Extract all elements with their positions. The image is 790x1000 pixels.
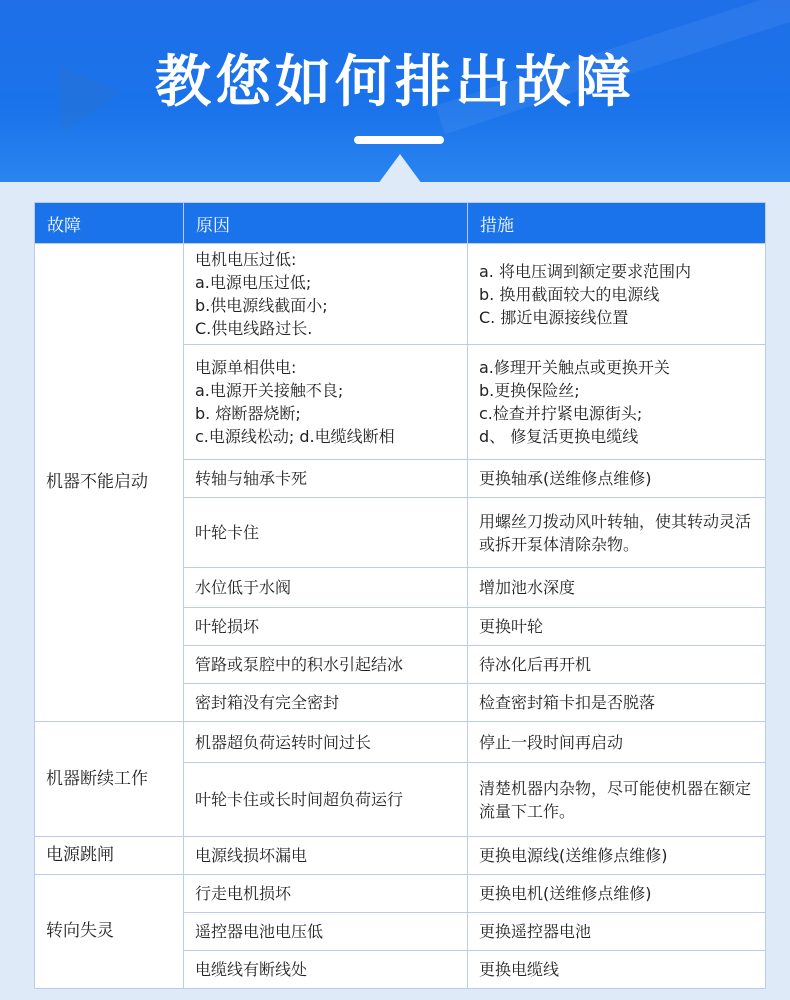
measure-line: c.检查并拧紧电源街头; <box>479 404 643 423</box>
title-underline <box>354 136 444 144</box>
cause-line: c.电源线松动; d.电缆线断相 <box>195 427 395 446</box>
measure-line: 更换轴承(送维修点维修) <box>479 469 652 488</box>
header-banner <box>0 0 790 182</box>
measure-line: a.修理开关触点或更换开关 <box>479 358 670 377</box>
header-cause: 原因 <box>184 203 468 244</box>
cause-line: a.电源电压过低; <box>195 273 312 292</box>
measure-cell <box>468 684 766 722</box>
measure-line: 更换电机(送维修点维修) <box>479 884 652 903</box>
cause-cell <box>184 951 468 989</box>
cause-line: C.供电线路过长. <box>195 319 313 338</box>
table-body <box>35 244 766 989</box>
troubleshooting-table <box>34 202 766 989</box>
cause-cell <box>184 244 468 345</box>
measure-cell <box>468 608 766 646</box>
measure-line: 更换遥控器电池 <box>479 922 592 941</box>
measure-cell <box>468 646 766 684</box>
cause-line: 电缆线有断线处 <box>195 960 308 979</box>
measure-cell <box>468 951 766 989</box>
measure-line: 增加池水深度 <box>479 578 576 597</box>
cause-cell <box>184 646 468 684</box>
measure-line: b.更换保险丝; <box>479 381 580 400</box>
cause-line: 遥控器电池电压低 <box>195 922 324 941</box>
measure-line: b. 换用截面较大的电源线 <box>479 284 660 304</box>
table-row <box>35 244 766 345</box>
measure-line: 更换电缆线 <box>479 960 560 979</box>
page-title: 教您如何排出故障 <box>155 50 635 115</box>
cause-line: b.供电源线截面小; <box>195 296 328 315</box>
cause-line: 密封箱没有完全密封 <box>195 693 340 712</box>
measure-cell <box>468 913 766 951</box>
cause-line: 叶轮损坏 <box>195 617 260 636</box>
cause-cell <box>184 722 468 763</box>
cause-cell <box>184 875 468 913</box>
measure-cell <box>468 244 766 345</box>
measure-cell <box>468 837 766 875</box>
measure-line: 用螺丝刀拨动风叶转轴，使其转动灵活或拆开泵体清除杂物。 <box>479 511 752 554</box>
cause-cell <box>184 837 468 875</box>
measure-line: C. 挪近电源接线位置 <box>479 307 629 327</box>
cause-line: 机器超负荷运转时间过长 <box>195 732 372 752</box>
cause-line: b. 熔断器烧断; <box>195 404 301 423</box>
cause-line: 电源线损坏漏电 <box>195 846 308 865</box>
cause-cell <box>184 498 468 568</box>
fault-cell: 电源跳闸 <box>35 837 184 875</box>
measure-cell <box>468 345 766 460</box>
fault-cell: 转向失灵 <box>35 875 184 989</box>
cause-cell <box>184 568 468 608</box>
cause-line: 叶轮卡住 <box>195 523 260 542</box>
table-row <box>35 875 766 913</box>
measure-line: 清楚机器内杂物，尽可能使机器在额定流量下工作。 <box>479 778 752 821</box>
cause-line: 电机电压过低: <box>195 250 297 269</box>
cause-line: 叶轮卡住或长时间超负荷运行 <box>195 790 404 809</box>
table-row <box>35 722 766 763</box>
cause-cell <box>184 913 468 951</box>
banner-pointer <box>378 154 422 182</box>
cause-line: 管路或泵腔中的积水引起结冰 <box>195 655 404 674</box>
measure-line: 检查密封箱卡扣是否脱落 <box>479 693 656 712</box>
cause-cell <box>184 684 468 722</box>
header-fault: 故障 <box>35 203 184 244</box>
cause-cell <box>184 345 468 460</box>
measure-line: 待冰化后再开机 <box>479 655 592 674</box>
measure-cell <box>468 763 766 837</box>
measure-line: a. 将电压调到额定要求范围内 <box>479 261 691 281</box>
measure-line: 停止一段时间再启动 <box>479 732 624 752</box>
cause-line: 水位低于水阀 <box>195 578 292 597</box>
cause-line: a.电源开关接触不良; <box>195 381 344 400</box>
header-measure: 措施 <box>468 203 766 244</box>
measure-cell <box>468 875 766 913</box>
cause-line: 转轴与轴承卡死 <box>195 469 308 488</box>
table-header-row <box>35 203 766 244</box>
fault-cell: 机器断续工作 <box>35 722 184 837</box>
measure-cell <box>468 498 766 568</box>
cause-cell <box>184 763 468 837</box>
measure-cell <box>468 460 766 498</box>
measure-cell <box>468 722 766 763</box>
measure-line: d、 修复活更换电缆线 <box>479 427 639 446</box>
measure-line: 更换电源线(送维修点维修) <box>479 846 668 865</box>
table-row <box>35 837 766 875</box>
cause-line: 行走电机损坏 <box>195 884 292 903</box>
cause-cell <box>184 460 468 498</box>
measure-line: 更换叶轮 <box>479 617 544 636</box>
measure-cell <box>468 568 766 608</box>
cause-line: 电源单相供电: <box>195 358 297 377</box>
cause-cell <box>184 608 468 646</box>
fault-cell: 机器不能启动 <box>35 244 184 722</box>
